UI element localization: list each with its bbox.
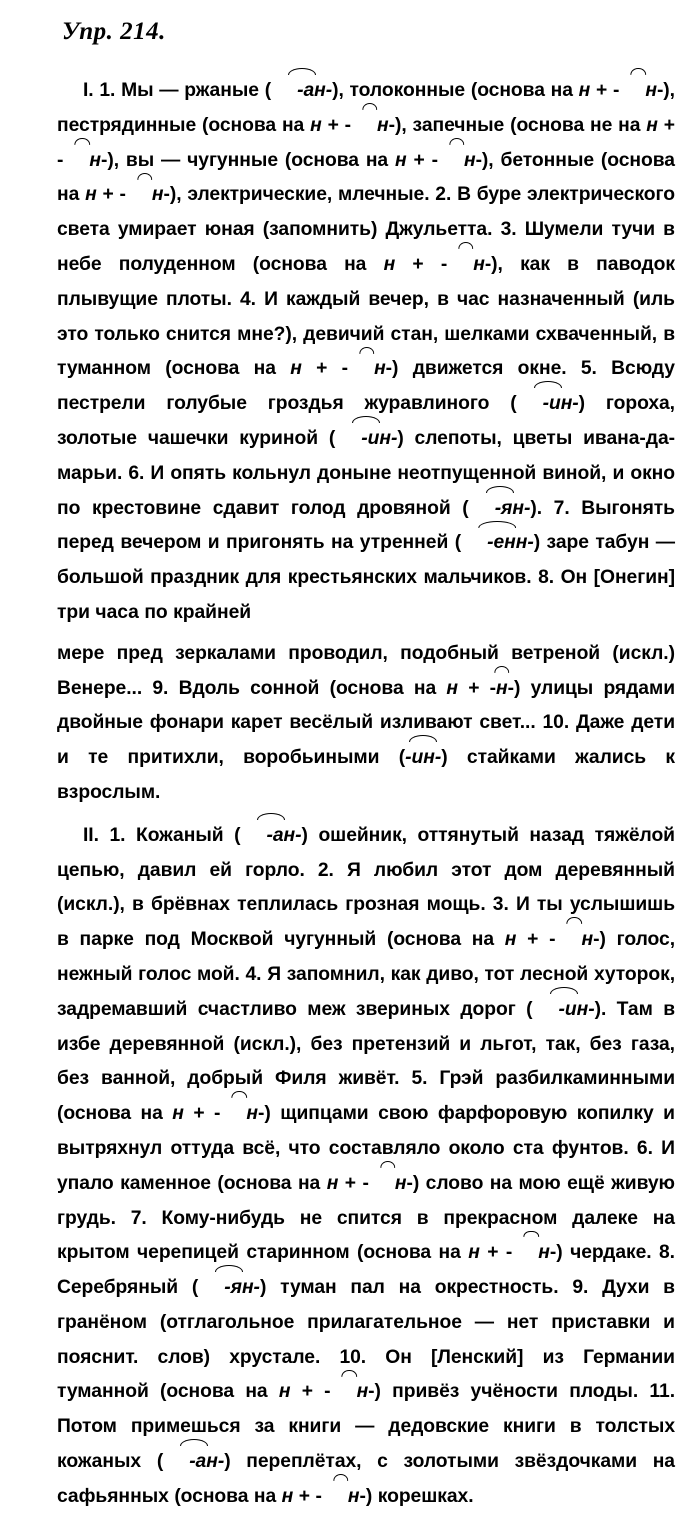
doubled-n-emphasis: н <box>465 114 478 136</box>
suffix-notation: н <box>351 109 389 144</box>
page-title: Упр. 214. <box>62 18 166 45</box>
doubled-n-emphasis: нн <box>118 1485 142 1507</box>
morpheme-arc-icon <box>449 138 464 145</box>
morpheme-arc-icon <box>534 381 562 388</box>
morpheme-arc-icon <box>257 813 285 820</box>
doubled-n-emphasis: нн <box>489 462 513 484</box>
italic-letter: н <box>446 677 458 699</box>
morpheme-arc-icon <box>359 347 374 354</box>
suffix-notation: н <box>619 74 657 109</box>
doubled-n-emphasis: н <box>446 393 459 415</box>
italic-letter: н <box>578 80 591 101</box>
suffix-notation: -ан- <box>241 819 302 854</box>
doubled-n-emphasis: н <box>109 1311 122 1333</box>
morpheme-arc-icon <box>352 416 380 423</box>
morpheme-arc-icon <box>342 1370 357 1377</box>
doubled-n-emphasis: н <box>183 824 196 846</box>
suffix-notation: -ан- <box>163 1445 224 1480</box>
doubled-n-emphasis: нн <box>402 532 426 554</box>
doubled-n-emphasis: н <box>220 80 232 101</box>
doubled-n-emphasis: нн <box>543 149 567 171</box>
doubled-n-emphasis: нн <box>623 859 647 881</box>
suffix-notation: н <box>126 178 164 213</box>
suffix-notation: -ин- <box>335 422 397 457</box>
suffix-notation: н <box>63 144 101 179</box>
suffix-notation: -енн- <box>461 526 534 561</box>
suffix-notation: -ин- <box>517 387 579 422</box>
morpheme-arc-icon <box>180 1439 208 1446</box>
suffix-notation: н <box>331 1375 369 1410</box>
morpheme-arc-icon <box>409 735 437 742</box>
morpheme-arc-icon <box>486 486 514 493</box>
italic-letter: н <box>278 1381 291 1403</box>
italic-letter: н <box>326 1172 339 1194</box>
suffix-notation: н <box>556 923 594 958</box>
morpheme-arc-icon <box>288 68 316 75</box>
doubled-n-emphasis: нн <box>101 1381 126 1403</box>
morpheme-arc-icon <box>494 666 509 673</box>
doubled-n-emphasis: нн <box>227 149 251 171</box>
doubled-n-emphasis: н <box>564 642 577 664</box>
suffix-notation: н <box>438 144 476 179</box>
italic-letter: н <box>281 1485 294 1507</box>
answer-paragraph: II. 1. Кожаный ( -ан-) ошейник, оттянутый назад тяжёлой цепью, давил ей горло. 2. Я любил этот дом деревянный (искл.), в брёвнах теплилась грозная мощь. 3. И ты услышишь в парке под Москвой чугунный (основа на н + - н-) голос, нежный голос мой. 4. Я запомнил, как диво, тот лесной хуторок, задремавший счастливо меж звериных дорог ( -ин-). Там в избе деревянной (искл.), без претензий и льгот, так, без газа, без ванной, добрый Филя живёт. 5. Грэй разбилкаминными (основа на н + - н-) щипцами свою фарфоровую копилку и вытряхнул оттуда всё, что составляло около ста фунтов. 6. И упало каменное (основа на н + - н-) слово на мою ещё живую грудь. 7. Кому-нибудь не спится в прекрасном далеке на крытом черепицей старинном (основа на н + - н-) чердаке. 8. Серебряный ( -ян-) туман пал на окрестность. 9. Духи в гранёном (отглагольное прилагательное — нет приставки и пояснит. слов) хрустале. 10. Он [Ленский] из Германии туманной (основа на н + - н-) привёз учёности плоды. 11. Потом примешься за книги — дедовские книги в толстых кожаных ( -ан-) переплётах, с золотыми звёздочками на сафьянных (основа на н + - н-) корешках. <box>57 819 675 1515</box>
doubled-n-emphasis: н <box>325 747 337 769</box>
suffix-notation: н <box>447 248 485 283</box>
page <box>0 18 700 1507</box>
suffix-notation: -ян- <box>198 1271 260 1306</box>
italic-letter: н <box>504 929 517 951</box>
doubled-n-emphasis: нн <box>609 1068 633 1090</box>
italic-letter: н <box>310 114 322 136</box>
morpheme-arc-icon <box>137 173 152 180</box>
suffix-notation: -ин- <box>533 993 595 1028</box>
answer-paragraph: мере пред зеркалами проводил, подобный ветреной (искл.) Венере... 9. Вдоль сонной (основа на н + - н-) улицы рядами двойные фонари карет весёлый изливают свет... 10. Даже дети и те притихли, воробьиными ( -ин-) стайками жались к взрослым. <box>57 642 675 803</box>
suffix-notation: н <box>220 1097 258 1132</box>
doubled-n-emphasis: нн <box>600 323 624 345</box>
morpheme-arc-icon <box>550 987 578 994</box>
morpheme-arc-icon <box>74 138 89 145</box>
answer-paragraph: I. 1. Мы — ржаные ( -ан-), толоконные (основа на н + - н-), пестрядинные (основа на н + - н-), запечные (основа не на н + - н-), вы — чугунные (основа на н + - н-), бетонные (основа на н + - н-), электрические, млечные. 2. В буре электрического света умирает юная (запомнить) Джульетта. 3. Шумели тучи в небе полуденном (основа на н + - н-), как в паводок плывущие плоты. 4. И каждый вечер, в час назначенный (иль это только снится мне?), девичий стан, шелками схваченный, в туманном (основа на н + - н-) движется окне. 5. Всюду пестрели голубые гроздья журавлиного ( -ин-) гороха, золотые чашечки куриной ( -ин-) слепоты, цветы ивана-да-марьи. 6. И опять кольнул доныне неотпущенной виной, и окно по крестовине сдавит голод дровяной ( -ян-). 7. Выгонять перед вечером и пригонять на утренней ( -енн-) заре табун — большой праздник для крестьянских мальчиков. 8. Он [Онегин] три часа по крайней <box>57 74 675 631</box>
doubled-n-emphasis: нн <box>177 1033 201 1055</box>
suffix-notation: -ин- <box>405 741 441 776</box>
italic-letter: н <box>468 1242 480 1264</box>
italic-letter: н <box>394 149 407 171</box>
doubled-n-emphasis: нн <box>324 929 348 951</box>
suffix-notation: н <box>322 1480 360 1515</box>
morpheme-arc-icon <box>630 68 645 75</box>
doubled-n-emphasis: нн <box>165 1172 189 1194</box>
morpheme-arc-icon <box>567 917 582 924</box>
morpheme-arc-icon <box>333 1474 348 1481</box>
doubled-n-emphasis: н <box>411 998 423 1020</box>
doubled-n-emphasis: нн <box>573 288 597 310</box>
morpheme-arc-icon <box>458 242 473 249</box>
doubled-n-emphasis: нн <box>414 80 438 101</box>
doubled-n-emphasis: нн <box>300 1242 324 1264</box>
doubled-n-emphasis: н <box>102 1451 115 1473</box>
italic-letter: н <box>383 253 396 275</box>
italic-letter: н <box>172 1103 184 1125</box>
suffix-notation: -ан- <box>271 74 332 109</box>
morpheme-arc-icon <box>215 1265 243 1272</box>
italic-letter: н <box>646 114 658 136</box>
exercise-body <box>57 74 675 1515</box>
doubled-n-emphasis: нн <box>186 253 210 275</box>
suffix-notation: -ян- <box>469 492 531 527</box>
suffix-notation: н <box>512 1236 550 1271</box>
morpheme-arc-icon <box>362 103 377 110</box>
suffix-notation: н <box>369 1167 407 1202</box>
morpheme-arc-icon <box>523 1231 538 1238</box>
suffix-notation: н <box>348 352 386 387</box>
morpheme-arc-icon <box>479 521 517 528</box>
morpheme-arc-icon <box>232 1091 247 1098</box>
doubled-n-emphasis: нн <box>145 114 170 136</box>
doubled-n-emphasis: н <box>282 427 295 449</box>
doubled-n-emphasis: нн <box>272 677 296 699</box>
italic-letter: н <box>85 184 97 206</box>
doubled-n-emphasis: н <box>138 1277 150 1299</box>
suffix-notation: н <box>496 672 508 707</box>
doubled-n-emphasis: н <box>415 497 428 519</box>
morpheme-arc-icon <box>380 1161 395 1168</box>
italic-letter: н <box>290 358 302 380</box>
doubled-n-emphasis: нн <box>101 358 126 380</box>
